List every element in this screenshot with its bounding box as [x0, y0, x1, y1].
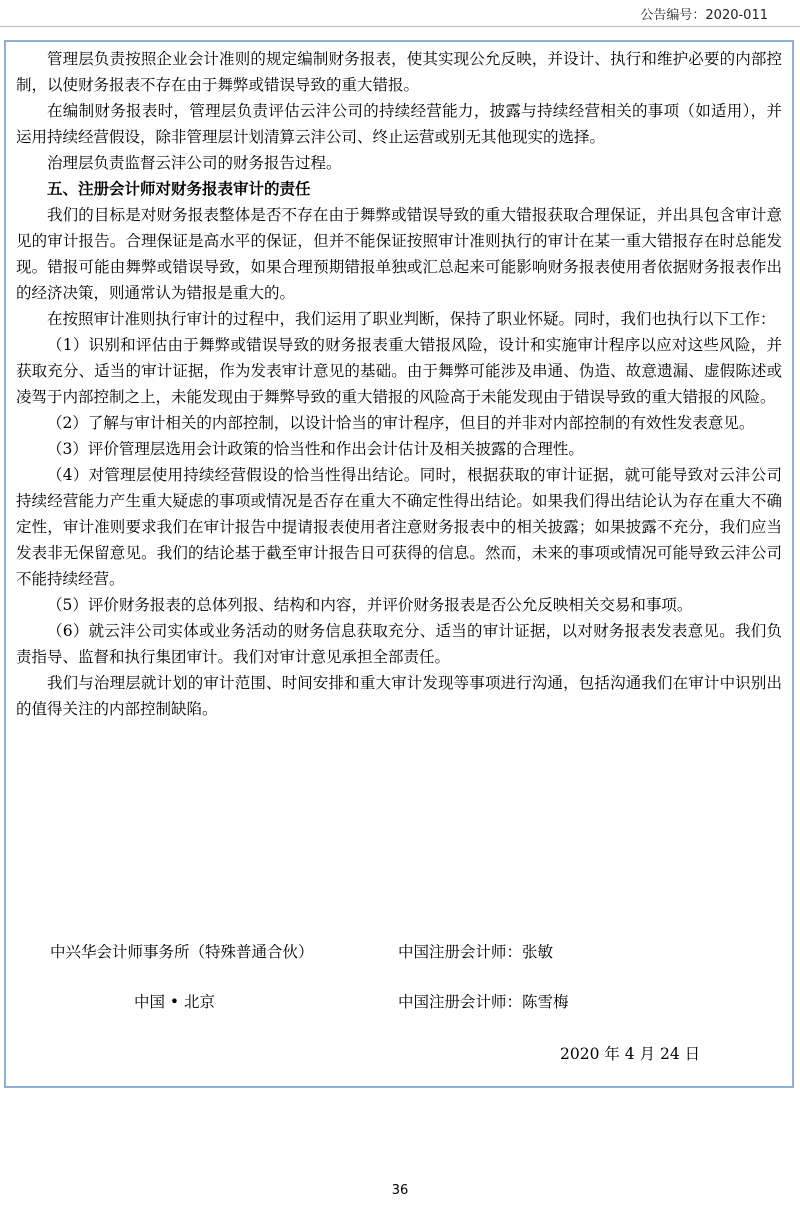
firm-name: 中兴华会计师事务所（特殊普通合伙）	[50, 943, 314, 961]
paragraph: 管理层负责按照企业会计准则的规定编制财务报表，使其实现公允反映，并设计、执行和维护必要的内部控制，以使财务报表不存在由于舞弊或错误导致的重大错报。	[16, 50, 782, 94]
report-body	[16, 46, 782, 722]
paragraph: （2）了解与审计相关的内部控制，以设计恰当的审计程序，但目的并非对内部控制的有效性发表意见。	[47, 414, 755, 432]
paragraph: （3）评价管理层选用会计政策的恰当性和作出会计估计及相关披露的合理性。	[47, 440, 584, 458]
firm-location: 中国 • 北京	[134, 993, 215, 1011]
paragraph: 我们与治理层就计划的审计范围、时间安排和重大审计发现等事项进行沟通，包括沟通我们在审计中识别出的值得关注的内部控制缺陷。	[16, 674, 782, 718]
paragraph: 治理层负责监督云沣公司的财务报告过程。	[47, 154, 342, 172]
page-number: 36	[391, 1183, 409, 1198]
paragraph: 在编制财务报表时，管理层负责评估云沣公司的持续经营能力，披露与持续经营相关的事项（如适用），并运用持续经营假设，除非管理层计划清算云沣公司、终止运营或别无其他现实的选择。	[16, 102, 782, 146]
paragraph: （4）对管理层使用持续经营假设的恰当性得出结论。同时，根据获取的审计证据，就可能导致对云沣公司持续经营能力产生重大疑虑的事项或情况是否存在重大不确定性得出结论。如果我们得出结论认为存在重大不确定性，审计准则要求我们在审计报告中提请报表使用者注意财务报表中的相关披露；如果披露不充分，我们应当发表非无保留意见。我们的结论基于截至审计报告日可获得的信息。然而，未来的事项或情况可能导致云沣公司不能持续经营。	[16, 466, 782, 588]
cpa-signature-2: 中国注册会计师：陈雪梅	[398, 993, 569, 1011]
paragraph: （1）识别和评估由于舞弊或错误导致的财务报表重大错报风险，设计和实施审计程序以应对这些风险，并获取充分、适当的审计证据，作为发表审计意见的基础。由于舞弊可能涉及串通、伪造、故意遗漏、虚假陈述或凌驾于内部控制之上，未能发现由于舞弊导致的重大错报的风险高于未能发现由于错误导致的重大错报的风险。	[16, 336, 782, 406]
paragraph: （5）评价财务报表的总体列报、结构和内容，并评价财务报表是否公允反映相关交易和事项。	[47, 596, 693, 614]
paragraph: 我们的目标是对财务报表整体是否不存在由于舞弊或错误导致的重大错报获取合理保证，并出具包含审计意见的审计报告。合理保证是高水平的保证，但并不能保证按照审计准则执行的审计在某一重大错报存在时总能发现。错报可能由舞弊或错误导致，如果合理预期错报单独或汇总起来可能影响财务报表使用者依据财务报表作出的经济决策，则通常认为错报是重大的。	[16, 206, 782, 302]
paragraph: （6）就云沣公司实体或业务活动的财务信息获取充分、适当的审计证据，以对财务报表发表意见。我们负责指导、监督和执行集团审计。我们对审计意见承担全部责任。	[16, 622, 782, 666]
header-divider	[0, 26, 800, 27]
report-frame	[4, 40, 794, 1088]
cpa-signature-1: 中国注册会计师：张敏	[398, 943, 554, 961]
report-date: 2020 年 4 月 24 日	[560, 1045, 701, 1063]
notice-number: 公告编号：2020-011	[640, 8, 768, 23]
paragraph: 在按照审计准则执行审计的过程中，我们运用了职业判断，保持了职业怀疑。同时，我们也执行以下工作：	[47, 310, 776, 328]
section-heading: 五、注册会计师对财务报表审计的责任	[47, 179, 311, 198]
